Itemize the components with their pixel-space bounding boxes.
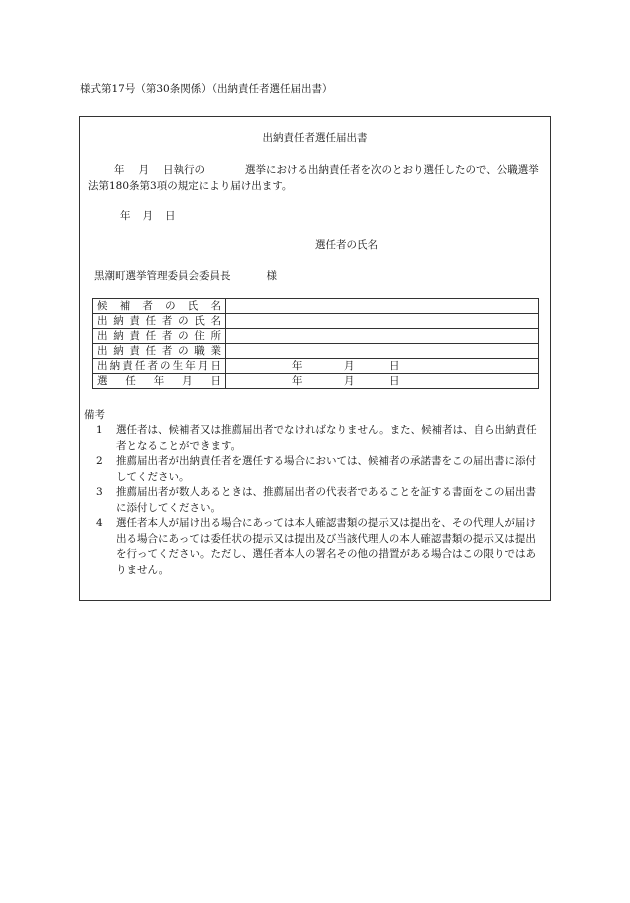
note-item xyxy=(88,423,538,454)
row-label: 出納責任者の生年月日 xyxy=(93,359,226,374)
day-label: 日 xyxy=(389,375,400,387)
intro-month: 月 xyxy=(138,164,149,176)
table-row xyxy=(93,329,539,344)
note-number: 1 xyxy=(96,424,103,436)
form-number: 様式第17号（第30条関係）（出納責任者選任届出書） xyxy=(80,83,333,95)
submission-date xyxy=(120,209,188,224)
treasurer-name-field[interactable] xyxy=(226,314,539,329)
table-row xyxy=(93,359,539,374)
note-text: 選任者は、候補者又は推薦届出者でなければなりません。また、候補者は、自ら出納責任者となることができます。 xyxy=(116,424,537,452)
appointment-date-field[interactable] xyxy=(226,374,539,389)
day-label: 日 xyxy=(389,360,400,372)
note-text: 選任者本人が届け出る場合にあっては本人確認書類の提示又は提出を、その代理人が届け出る場合にあっては委任状の提示又は提出及び当該代理人の本人確認書類の提示又は提出を行ってください。ただし、選任者本人の署名その他の措置がある場合はこの限りではありません。 xyxy=(116,517,536,576)
treasurer-occupation-field[interactable] xyxy=(226,344,539,359)
month-label: 月 xyxy=(344,360,355,372)
month-label: 月 xyxy=(344,375,355,387)
note-number: 3 xyxy=(96,486,103,498)
table-row xyxy=(93,299,539,314)
addressee-honorific: 様 xyxy=(266,270,277,282)
intro-year: 年 xyxy=(114,164,125,176)
form-title: 出納責任者選任届出書 xyxy=(262,132,368,144)
addressee xyxy=(94,269,277,284)
note-number: 4 xyxy=(96,517,103,529)
form-frame xyxy=(79,116,551,601)
note-number: 2 xyxy=(96,455,103,467)
note-item xyxy=(88,516,538,578)
row-label: 出納責任者の職業 xyxy=(93,344,226,359)
intro-paragraph xyxy=(88,162,542,194)
notes-heading: 備考 xyxy=(84,409,105,421)
appointer-name-label: 選任者の氏名 xyxy=(315,239,378,251)
row-label: 出納責任者の氏名 xyxy=(93,314,226,329)
notes-list xyxy=(88,423,538,578)
note-item xyxy=(88,485,538,516)
candidate-name-field[interactable] xyxy=(226,299,539,314)
treasurer-address-field[interactable] xyxy=(226,329,539,344)
info-table xyxy=(92,298,539,389)
year-label: 年 xyxy=(292,360,303,372)
treasurer-birthdate-field[interactable] xyxy=(226,359,539,374)
table-row xyxy=(93,344,539,359)
note-text: 推薦届出者が数人あるときは、推薦届出者の代表者であることを証する書面をこの届出書に添付してください。 xyxy=(116,486,536,514)
date-month: 月 xyxy=(142,210,153,222)
date-year: 年 xyxy=(120,210,131,222)
date-day: 日 xyxy=(165,210,176,222)
row-label: 候補者の氏名 xyxy=(93,299,226,314)
table-row xyxy=(93,314,539,329)
table-row xyxy=(93,374,539,389)
intro-day-executed: 日執行の xyxy=(163,164,205,176)
row-label: 選任年月日 xyxy=(93,374,226,389)
year-label: 年 xyxy=(292,375,303,387)
note-item xyxy=(88,454,538,485)
intro-rest: 選挙における出納責任者を次のとおり選任したので、公職選挙法第180条第3項の規定により届け出ます。 xyxy=(88,164,539,192)
row-label: 出納責任者の住所 xyxy=(93,329,226,344)
addressee-name: 黒潮町選挙管理委員会委員長 xyxy=(94,270,231,282)
note-text: 推薦届出者が出納責任者を選任する場合においては、候補者の承諾書をこの届出書に添付してください。 xyxy=(116,455,536,483)
